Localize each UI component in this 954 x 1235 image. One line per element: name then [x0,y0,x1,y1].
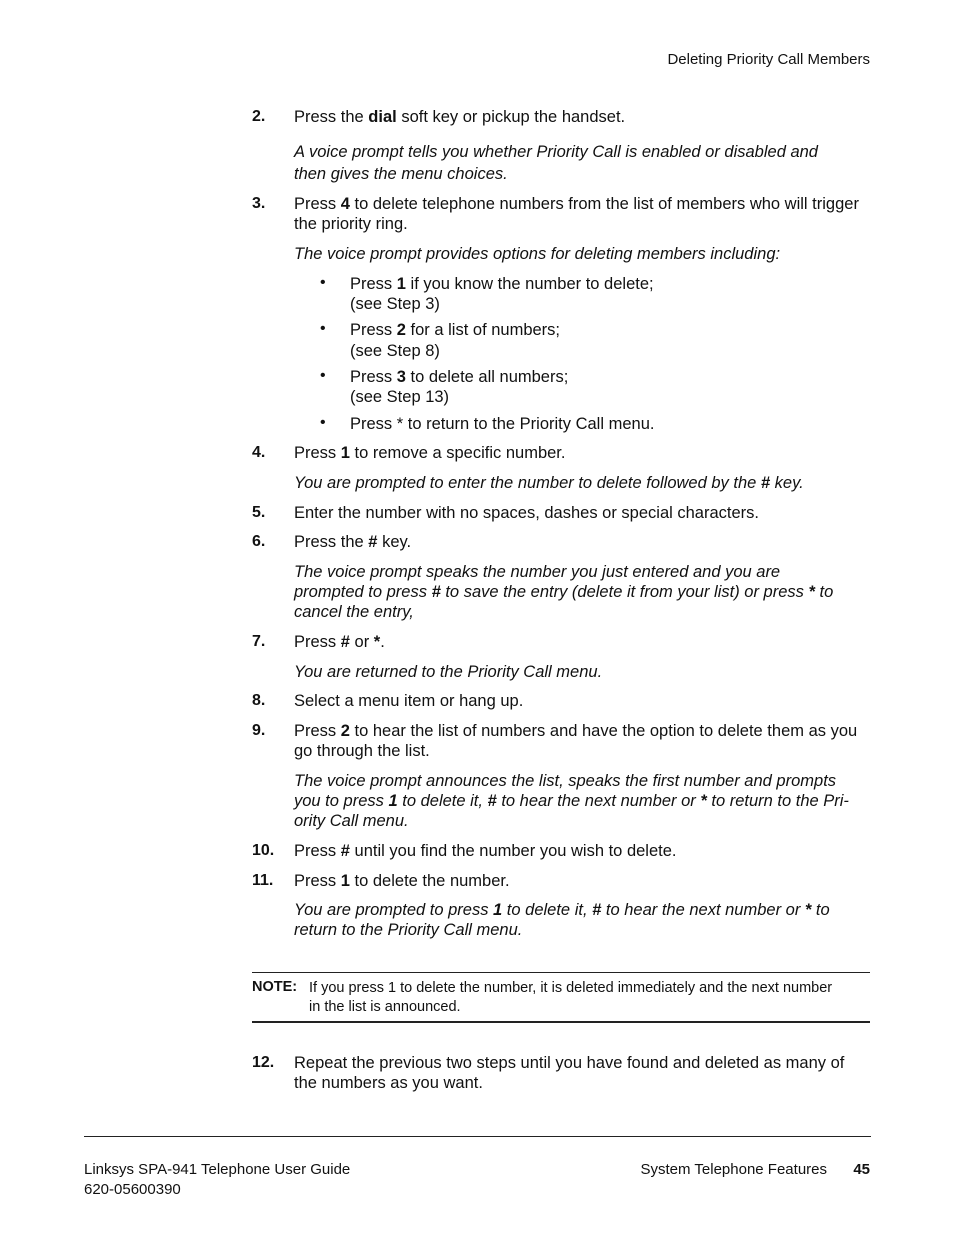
step-text: Select a menu item or hang up. [294,692,524,710]
step-note: ority Call menu. [294,812,409,830]
note-text: If you press 1 to delete the number, it is deleted immediately and the next number [309,980,833,996]
step-note: The voice prompt speaks the number you just entered and you are [294,563,781,581]
bullet-text: Press 1 if you know the number to delete; [350,275,654,293]
footer-guide-title: Linksys SPA-941 Telephone User Guide [84,1161,351,1178]
step-number: 3. [252,195,266,212]
step-text: go through the list. [294,742,430,760]
step-number: 8. [252,692,266,709]
bullet-text: Press 2 for a list of numbers; [350,321,561,339]
step-number: 5. [252,504,266,521]
step-number: 7. [252,633,266,650]
step-text: the numbers as you want. [294,1074,483,1092]
step-text: Press 1 to delete the number. [294,872,510,890]
step-text: Press 2 to hear the list of numbers and have the option to delete them as you [294,722,858,740]
step-text: Press # or *. [294,633,385,651]
note-label: NOTE: [252,979,298,995]
step-number: 12. [252,1054,275,1071]
running-head: Deleting Priority Call Members [667,51,870,68]
step-text: the priority ring. [294,215,408,233]
footer-rule [84,1136,871,1137]
step-note: return to the Priority Call menu. [294,921,523,939]
step-note: You are returned to the Priority Call menu. [294,663,603,681]
step-number: 6. [252,533,266,550]
step-note: You are prompted to press 1 to delete it, # to hear the next number or * to [294,901,830,919]
bullet-icon: • [320,414,326,431]
step-note: cancel the entry, [294,603,414,621]
step-number: 4. [252,444,266,461]
bullet-text: (see Step 3) [350,295,440,313]
step-text: Press 1 to remove a specific number. [294,444,566,462]
bullet-icon: • [320,367,326,384]
footer-section: System Telephone Features [640,1161,827,1178]
bullet-icon: • [320,274,326,291]
step-number: 10. [252,842,275,859]
step-note: You are prompted to enter the number to delete followed by the # key. [294,474,804,492]
bullet-text: (see Step 8) [350,342,440,360]
step-note: then gives the menu choices. [294,165,508,183]
step-text: Press 4 to delete telephone numbers from the list of members who will trigger [294,195,859,213]
step-text: Repeat the previous two steps until you have found and deleted as many of [294,1054,845,1072]
bullet-icon: • [320,320,326,337]
step-number: 11. [252,872,274,889]
step-note: The voice prompt announces the list, speaks the first number and prompts [294,772,837,790]
step-text: Press the dial soft key or pickup the handset. [294,108,626,126]
page-number: 45 [853,1161,870,1178]
step-text: Enter the number with no spaces, dashes or special characters. [294,504,759,522]
step-note: you to press 1 to delete it, # to hear the next number or * to return to the Pri- [294,792,849,810]
step-note: A voice prompt tells you whether Priority Call is enabled or disabled and [294,143,818,161]
bullet-text: Press * to return to the Priority Call menu. [350,415,655,433]
bullet-text: (see Step 13) [350,388,450,406]
step-text: Press # until you find the number you wish to delete. [294,842,677,860]
step-note: The voice prompt provides options for deleting members including: [294,245,781,263]
step-text: Press the # key. [294,533,412,551]
note-text: in the list is announced. [309,999,461,1015]
note-top-rule [252,972,870,973]
step-number: 2. [252,108,266,125]
step-note: prompted to press # to save the entry (delete it from your list) or press * to [294,583,834,601]
bullet-text: Press 3 to delete all numbers; [350,368,569,386]
footer-doc-number: 620-05600390 [84,1181,181,1198]
step-number: 9. [252,722,266,739]
note-bottom-rule [252,1021,870,1023]
